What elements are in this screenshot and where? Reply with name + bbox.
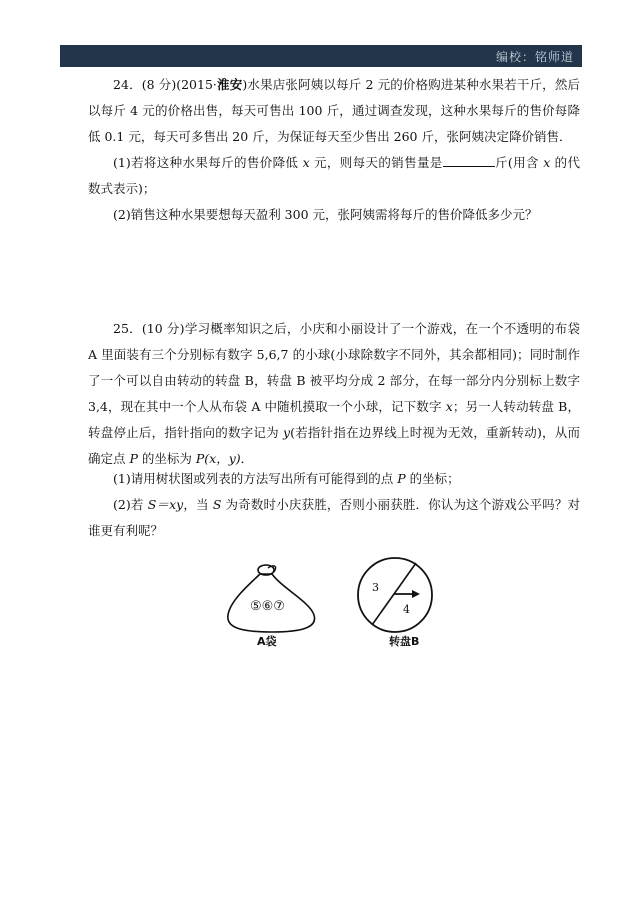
q24-part1: (1)若将这种水果每斤的售价降低 x 元，则每天的销售量是 斤(用含 x 的代数式表示)； <box>88 150 580 202</box>
editor-label: 编校：铭师道 <box>495 50 574 64</box>
spinner-label-4: 4 <box>403 603 410 616</box>
q25-stem: 25．(10 分)学习概率知识之后，小庆和小丽设计了一个游戏，在一个不透明的布袋 A 里面装有三个分别标有数字 5,6,7 的小球(小球除数字不同外，其余都相同)；同时制作了一个可以自由转动的转盘 B，转盘 B 被平均分成 2 部分，在每一部分内分别标上数字 3,4，现在其中一个人从布袋 A 中随机摸取一个小球，记下数字 x；另一人转动转盘 B，转盘停止后，指针指向的数字记为 y(若指针指在边界线上时视为无效，重新转动)，从而确定点 P 的坐标为 P(x，y)． <box>88 321 580 466</box>
spinner-caption: 转盘B <box>389 635 420 648</box>
q24-part2: (2)销售这种水果要想每天盈利 300 元，张阿姨需将每斤的售价降低多少元？ <box>113 207 538 222</box>
q25-part1: (1)请用树状图或列表的方法写出所有可能得到的点 P 的坐标； <box>113 471 460 486</box>
bag-balls: ⑤⑥⑦ <box>250 599 285 614</box>
q24-stem: 24．(8 分)(2015·淮安)水果店张阿姨以每斤 2 元的价格购进某种水果若干斤，然后以每斤 4 元的价格出售，每天可售出 100 斤，通过调查发现，这种水果每斤的售价每降低 0.1 元，每天可多售出 20 斤，为保证每天至少售出 260 斤，张阿姨决定降价销售． <box>88 77 580 144</box>
q25-part2: (2)若 S＝xy，当 S 为奇数时小庆获胜，否则小丽获胜．你认为这个游戏公平吗？对谁更有利呢？ <box>88 497 580 538</box>
header-bar <box>60 45 582 67</box>
q24-source: 淮安 <box>216 77 243 92</box>
spinner-b-drawing <box>350 555 440 635</box>
bag-caption: A袋 <box>257 635 277 648</box>
answer-blank <box>443 152 495 167</box>
spinner-label-3: 3 <box>372 581 379 594</box>
